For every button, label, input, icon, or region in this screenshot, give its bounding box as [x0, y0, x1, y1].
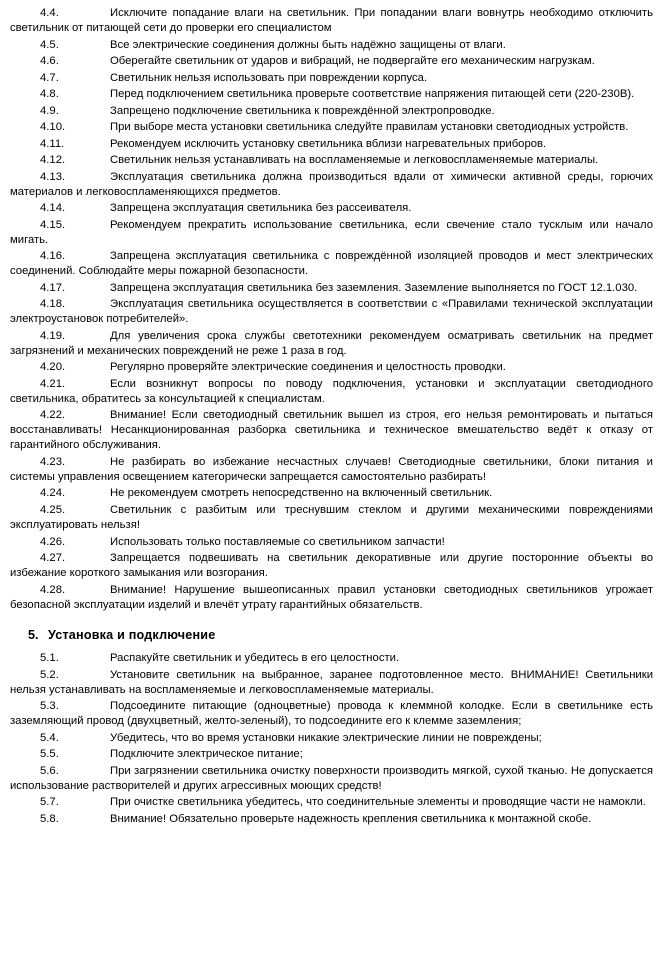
clause-4-9 — [10, 104, 653, 119]
clause-number: 5.6. — [40, 764, 59, 777]
clause-number: 5.3. — [40, 700, 59, 713]
clause-number: 4.10. — [40, 121, 66, 134]
clause-4-25 — [10, 503, 653, 533]
clause-number: 5.1. — [40, 652, 59, 665]
clause-text: Регулярно проверяйте электрические соединения и целостность проводки. — [110, 361, 506, 374]
clause-number: 5.5. — [40, 748, 59, 761]
clause-number: 5.4. — [40, 731, 59, 744]
clause-number: 4.8. — [40, 88, 59, 101]
clause-text: Внимание! Если светодиодный светильник вышел из строя, его нельзя ремонтировать и пытаться восстанавливать! Несанкционированная разборка светильника и техническое вмешательство ведёт к отказу от гарантийного обслуживания. — [10, 409, 653, 452]
clause-text: Не рекомендуем смотреть непосредственно на включенный светильник. — [110, 487, 493, 500]
clause-text: Использовать только поставляемые со светильником запчасти! — [110, 535, 445, 548]
clause-number: 4.9. — [40, 104, 59, 117]
clause-4-7 — [10, 71, 653, 86]
clause-text: Запрещена эксплуатация светильника без заземления. Заземление выполняется по ГОСТ 12.1.030. — [110, 281, 638, 294]
clause-text: Не разбирать во избежание несчастных случаев! Светодиодные светильники, блоки питания и системы управления освещением категорически запрещается самостоятельно разбирать! — [10, 455, 653, 483]
clause-number: 4.25. — [40, 503, 66, 516]
clause-number: 4.21. — [40, 377, 66, 390]
clause-text: Светильник нельзя использовать при повреждении корпуса. — [110, 71, 428, 84]
clause-text: Исключите попадание влаги на светильник. При попадании влаги вовнутрь необходимо отключить светильник от питающей сети до проверки его специалистом — [10, 7, 653, 35]
clause-number: 4.6. — [40, 55, 59, 68]
clause-4-14 — [10, 201, 653, 216]
clause-text: Распакуйте светильник и убедитесь в его целостности. — [110, 652, 400, 665]
clause-number: 4.4. — [40, 7, 59, 19]
clause-text: При очистке светильника убедитесь, что соединительные элементы и проводящие части не намокли. — [110, 796, 646, 809]
clause-5-1 — [10, 651, 653, 666]
clause-5-3 — [10, 699, 653, 729]
clause-4-5 — [10, 38, 653, 53]
clause-text: При выборе места установки светильника следуйте правилам установки светодиодных устройств. — [110, 121, 629, 134]
clause-5-8 — [10, 812, 653, 827]
clause-text: Если возникнут вопросы по поводу подключения, установки и эксплуатации светодиодного светильника, обратитесь за консультацией к специалистам. — [10, 377, 653, 405]
clause-number: 5.2. — [40, 668, 59, 681]
clause-4-24 — [10, 486, 653, 501]
clause-text: Эксплуатация светильника должна производиться вдали от химически активной среды, горючих материалов и легковоспламеняющихся предметов. — [10, 170, 653, 198]
section-number: 5. — [28, 627, 39, 642]
clause-4-16 — [10, 249, 653, 279]
clause-number: 4.13. — [40, 170, 66, 183]
clause-4-17 — [10, 281, 653, 296]
clause-4-20 — [10, 360, 653, 375]
clause-4-15 — [10, 218, 653, 248]
clause-4-18 — [10, 297, 653, 327]
clause-5-6 — [10, 764, 653, 794]
clause-number: 4.22. — [40, 409, 66, 422]
clause-4-13 — [10, 170, 653, 200]
clause-4-27 — [10, 551, 653, 581]
clause-number: 4.12. — [40, 154, 66, 167]
clause-text: Внимание! Обязательно проверьте надежность крепления светильника к монтажной скобе. — [110, 812, 592, 825]
clause-number: 4.7. — [40, 71, 59, 84]
clause-text: Для увеличения срока службы светотехники рекомендуем осматривать светильник на предмет загрязнений и механических повреждений не реже 1 раза в год. — [10, 329, 653, 357]
clause-4-4 — [10, 6, 653, 36]
clause-number: 4.18. — [40, 298, 66, 311]
clause-number: 4.17. — [40, 281, 66, 294]
clause-text: Подключите электрическое питание; — [110, 748, 303, 761]
clause-4-8 — [10, 87, 653, 102]
clause-text: Светильник с разбитым или треснувшим стеклом и другими механическими повреждениями эксплуатировать нельзя! — [10, 503, 653, 531]
clause-4-26 — [10, 535, 653, 550]
clause-text: Рекомендуем исключить установку светильника вблизи нагревательных приборов. — [110, 137, 547, 150]
clause-number: 4.16. — [40, 250, 66, 263]
clause-number: 4.14. — [40, 202, 66, 215]
clause-text: Запрещена эксплуатация светильника без рассеивателя. — [110, 202, 412, 215]
clause-text: Подсоедините питающие (одноцветные) провода к клеммной колодке. Если в светильнике есть заземляющий провод (двухцветный, желто-зеленый), то подсоедините его к клемме заземления; — [10, 700, 653, 728]
clause-number: 4.5. — [40, 38, 59, 51]
clause-text: Запрещено подключение светильника к повреждённой электропроводке. — [110, 104, 495, 117]
clause-4-22 — [10, 408, 653, 453]
clause-5-7 — [10, 795, 653, 810]
clause-4-12 — [10, 153, 653, 168]
clause-number: 4.24. — [40, 487, 66, 500]
clause-text: Установите светильник на выбранное, заранее подготовленное место. ВНИМАНИЕ! Светильники нельзя устанавливать на воспламеняемые и легковоспламеняемые материалы. — [10, 668, 653, 696]
clause-number: 4.19. — [40, 329, 66, 342]
clause-5-4 — [10, 731, 653, 746]
clause-text: Внимание! Нарушение вышеописанных правил установки светодиодных светильников угрожает безопасной эксплуатации изделий и влечёт утрату гарантийных обязательств. — [10, 583, 653, 611]
clause-4-10 — [10, 120, 653, 135]
clause-number: 5.7. — [40, 796, 59, 809]
clause-5-5 — [10, 747, 653, 762]
clause-number: 5.8. — [40, 812, 59, 825]
clause-text: Рекомендуем прекратить использование светильника, если свечение стало тусклым или начало мигать. — [10, 218, 653, 246]
clause-number: 4.28. — [40, 583, 66, 596]
clause-text: При загрязнении светильника очистку поверхности производить мягкой, сухой тканью. Не допускается использование растворителей и других агрессивных моющих средств! — [10, 764, 653, 792]
clause-number: 4.23. — [40, 455, 66, 468]
clause-number: 4.20. — [40, 361, 66, 374]
clause-number: 4.15. — [40, 218, 66, 231]
clause-number: 4.26. — [40, 535, 66, 548]
clause-text: Запрещается подвешивать на светильник декоративные или другие посторонние объекты во избежание короткого замыкания или возгорания. — [10, 552, 653, 580]
clause-4-6 — [10, 54, 653, 69]
clause-number: 4.11. — [40, 137, 65, 150]
clause-4-28 — [10, 583, 653, 613]
section-heading-installation — [10, 627, 653, 644]
clause-5-2 — [10, 668, 653, 698]
clause-4-11 — [10, 137, 653, 152]
clause-text: Светильник нельзя устанавливать на воспламеняемые и легковоспламеняемые материалы. — [110, 154, 599, 167]
clause-text: Убедитесь, что во время установки никакие электрические линии не повреждены; — [110, 731, 542, 744]
clause-4-21 — [10, 377, 653, 407]
clause-text: Все электрические соединения должны быть надёжно защищены от влаги. — [110, 38, 506, 51]
clause-text: Запрещена эксплуатация светильника с повреждённой изоляцией проводов и мест электрических соединений. Соблюдайте меры пожарной безопасности. — [10, 250, 653, 278]
clause-text: Перед подключением светильника проверьте соответствие напряжения питающей сети (220-230В). — [110, 88, 635, 101]
clause-number: 4.27. — [40, 552, 66, 565]
clause-text: Оберегайте светильник от ударов и вибраций, не подвергайте его механическим нагрузкам. — [110, 55, 595, 68]
section-title: Установка и подключение — [48, 627, 216, 642]
clause-4-19 — [10, 329, 653, 359]
clause-4-23 — [10, 455, 653, 485]
clause-text: Эксплуатация светильника осуществляется в соответствии с «Правилами технической эксплуатации электроустановок потребителей». — [10, 298, 653, 326]
